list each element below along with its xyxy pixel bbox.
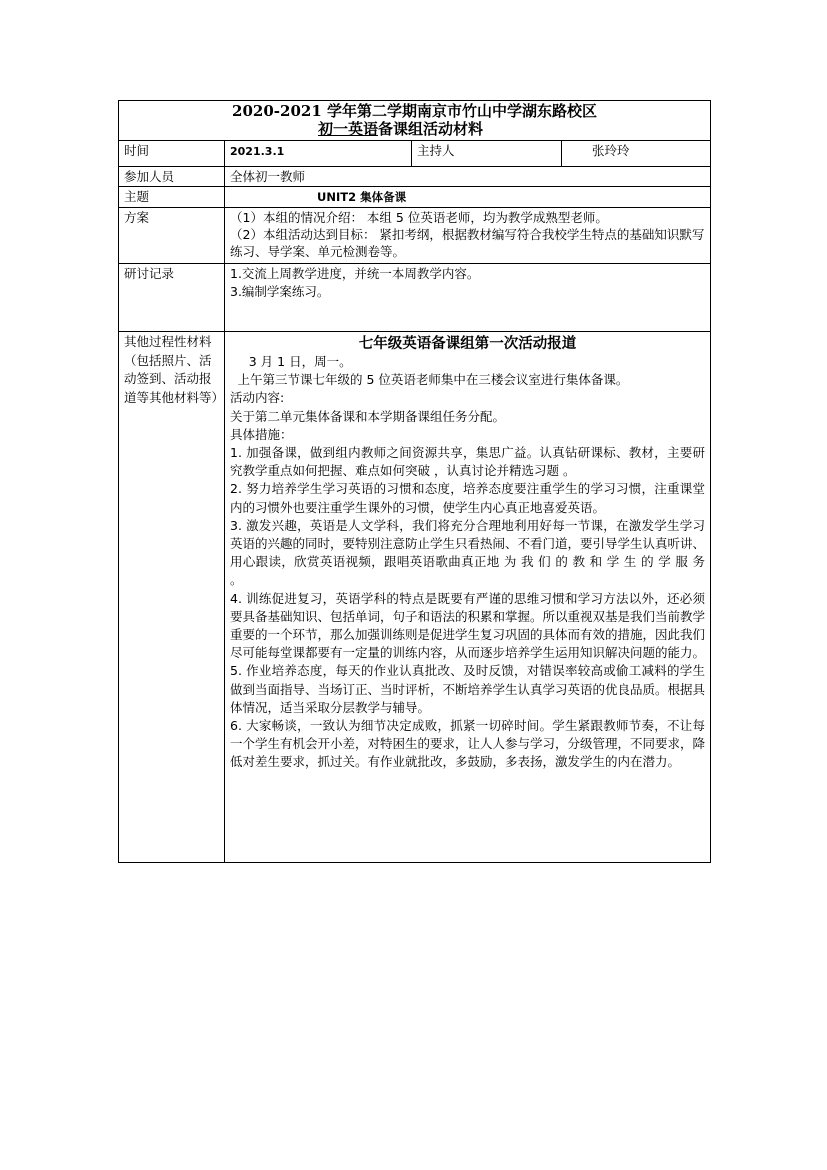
time-value — [225, 141, 412, 167]
report-date: 3 月 1 日，周一。 — [248, 354, 352, 369]
title-underlined-part: 初一英语 — [317, 120, 378, 138]
host-label: 主持人 — [412, 141, 562, 167]
measure-item-5: 5. 作业培养态度，每天的作业认真批改、及时反馈，对错误率较高或偷工减料的学生做到当面指导、当场订正、当时评析，不断培养学生认真学习英语的优良品质。根据具体情况，适当采取分层教学与辅导。 — [230, 663, 706, 715]
measures-label: 具体措施： — [230, 426, 293, 442]
topic-value — [225, 187, 711, 208]
measure-item-2: 2. 努力培养学生学习英语的习惯和态度，培养态度要注重学生的学习习惯，注重课堂内的习惯外也要注重学生课外的习惯，使学生内心真正地喜爱英语。 — [230, 481, 706, 515]
host-value: 张玲玲 — [562, 141, 711, 167]
document-title — [119, 101, 711, 141]
record-line-2: 3.编制学案练习。 — [230, 284, 330, 299]
content-label: 活动内容: — [230, 390, 285, 406]
plan-content — [225, 208, 711, 264]
time-label: 时间 — [119, 141, 225, 167]
activity-table — [118, 100, 711, 863]
topic-label: 主题 — [119, 187, 225, 208]
activity-report — [225, 332, 711, 863]
participants-value: 全体初一教师 — [225, 167, 711, 187]
measure-item-1: 1. 加强备课，做到组内教师之间资源共享，集思广益。认真钻研课标、教材，主要研究教学重点如何把握、难点如何突破 ，认真讨论并精选习题 。 — [230, 445, 706, 479]
time-value-text: 2021.3.1 — [230, 145, 285, 158]
report-intro: 上午第三节课七年级的 5 位英语老师集中在三楼会议室进行集体备课。 — [237, 372, 629, 388]
participants-label: 参加人员 — [119, 167, 225, 187]
measure-item-6: 6. 大家畅谈，一致认为细节决定成败，抓紧一切碎时间。学生紧跟教师节奏，不让每一个学生有机会开小差，对特困生的要求，让人人参与学习，分级管理，不同要求，降低对差生要求，抓过关。有作业就批改，多鼓励，多表扬，激发学生的内在潜力。 — [230, 718, 706, 770]
content-text: 关于第二单元集体备课和本学期备课组任务分配。 — [230, 408, 506, 424]
record-line-1: 1.交流上周教学进度，并统一本周教学内容。 — [230, 266, 480, 281]
title-line-1: 2020-2021 学年第二学期南京市竹山中学湖东路校区 — [232, 102, 597, 120]
measure-item-3: 3. 激发兴趣，英语是人文学科，我们将充分合理地利用好每一节课，在激发学生学习英语的兴趣的同时，要特别注意防止学生只看热闹、不看门道，要引导学生认真听讲、用心跟读，欣赏英语视频，跟唱英语歌曲真正地 为 我 们 的 教 和 学 生 的 学 服 务 。 — [230, 517, 706, 588]
record-label: 研讨记录 — [119, 264, 225, 332]
title-line-2 — [95, 120, 706, 138]
topic-value-text: UNIT2 集体备课 — [317, 190, 407, 204]
document-page — [118, 100, 710, 863]
other-materials-label: 其他过程性材料（包括照片、活动签到、活动报道等其他材料等） — [119, 332, 225, 863]
plan-line-1: （1）本组的情况介绍： 本组 5 位英语老师，均为教学成熟型老师。 — [230, 210, 608, 225]
plan-line-2: （2）本组活动达到目标： 紧扣考纲，根据教材编写符合我校学生特点的基础知识默写练习、导学案、单元检测卷等。 — [230, 227, 705, 259]
record-content — [225, 264, 711, 332]
title-rest-part: 备课组活动材料 — [378, 120, 484, 138]
plan-label: 方案 — [119, 208, 225, 264]
report-title: 七年级英语备课组第一次活动报道 — [358, 335, 577, 352]
measure-item-4: 4. 训练促进复习，英语学科的特点是既要有严谨的思维习惯和学习方法以外，还必须要具备基础知识、包括单词，句子和语法的积累和掌握。所以重视双基是我们当前教学重要的一个环节，那么加强训练则是促进学生复习巩固的具体而有效的措施，因此我们尽可能每堂课都要有一定量的训练内容，从而逐步培养学生运用知识解决问题的能力。 — [230, 590, 706, 661]
